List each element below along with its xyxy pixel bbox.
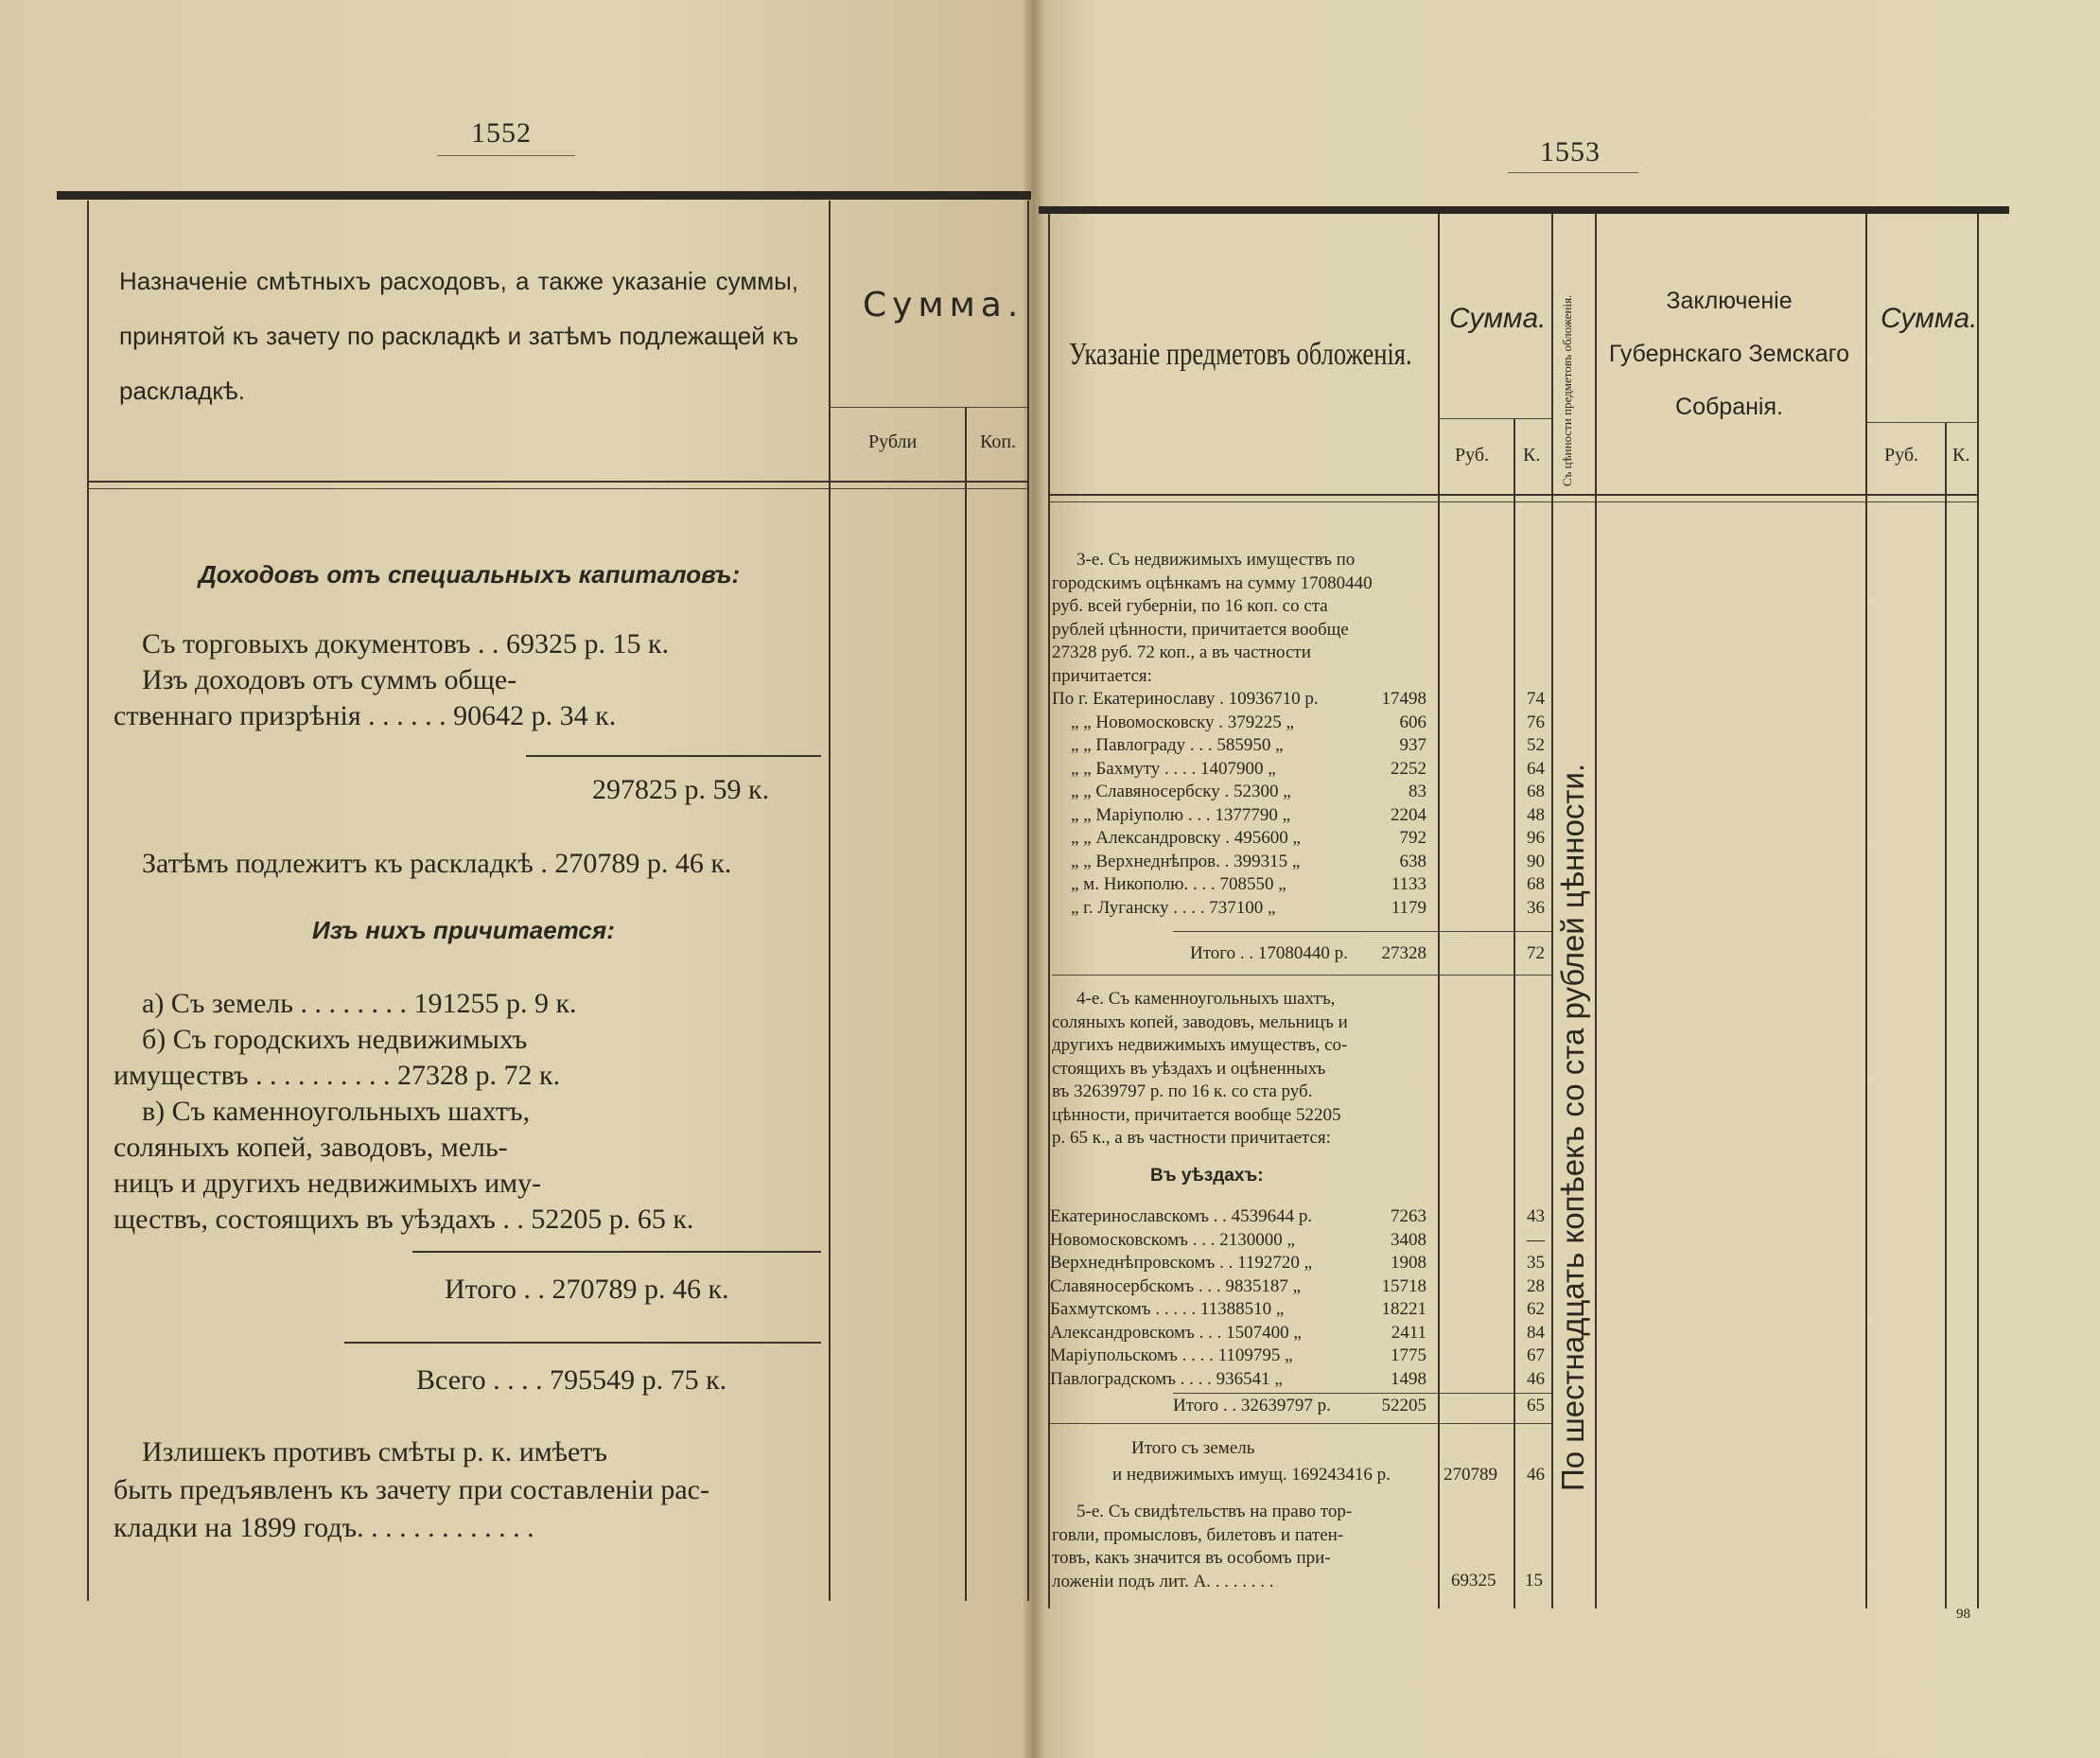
right-col-sep-6 [1945,422,1947,1609]
left-header-bottom [87,481,1027,483]
left-of-them-heading: Изъ нихъ причитается: [312,916,615,944]
right-uezds-table [1050,1205,1548,1391]
right-header-summa: Сумма. [1449,303,1547,334]
town-k: 64 [1527,758,1545,779]
left-vsego-rule [344,1342,821,1344]
uezd-rub: 1498 [1391,1368,1426,1389]
town-k: 68 [1527,782,1545,801]
town-row [1052,781,1548,804]
town-row [1052,827,1548,851]
uezds-after-rule [1050,1423,1551,1424]
town-rub: 638 [1399,851,1426,871]
left-to-raskladka: Затѣмъ подлежитъ къ раскладкѣ . 270789 р. 46 к. [142,848,732,879]
right-page-number-rule [1508,172,1638,173]
sec3-line: руб. всей губерніи, по 16 коп. со ста [1052,596,1328,616]
right-header-k-2: К. [1952,445,1970,466]
right-frame-right [1977,214,1979,1609]
towns-after-rule [1052,975,1551,976]
uezd-row [1050,1322,1548,1345]
town-name: „ „ Александровску . 495600 „ [1071,828,1301,848]
right-header-summa-2: Сумма. [1881,303,1978,334]
town-rub: 1179 [1391,897,1426,918]
uezd-name: Александровскомъ . . . 1507400 „ [1050,1322,1302,1343]
town-row [1052,688,1548,712]
sec3-line: 3-е. Съ недвижимыхъ имуществъ по [1076,550,1356,570]
right-header-rub: Руб. [1455,445,1490,466]
left-item-5: соляныхъ копей, заводовъ, мель- [114,1132,508,1163]
uezd-rub: 15718 [1381,1275,1426,1296]
grand-total-line-2: и недвижимыхъ имущ. 169243416 р. [1112,1465,1391,1485]
right-col-sep-2 [1514,418,1515,1609]
sec5-line: ложеніи подъ лит. А. . . . . . . . [1052,1571,1274,1591]
town-rub: 2204 [1391,804,1426,825]
uezd-rub: 2411 [1391,1322,1426,1343]
uezd-rub: 1908 [1391,1253,1426,1273]
sec4-line: другихъ недвижимыхъ имуществъ, со- [1052,1035,1348,1055]
sec4-line: р. 65 к., а въ частности причитается: [1052,1128,1331,1148]
right-header-subjects: Указаніе предметовъ обложенія. [1069,337,1412,372]
town-name: „ „ Павлограду . . . 585950 „ [1071,735,1284,755]
right-page-number: 1553 [1540,136,1601,167]
right-header-rate-col: Съ цѣнности предметовъ обложенія. [1560,294,1574,486]
left-summa-split-line [829,407,1027,408]
rate-note-vertical: По шестнадцать копѣекъ со ста рублей цѣнности. [1555,763,1590,1491]
uezd-k: 62 [1527,1299,1545,1319]
uezds-total-name: Итого . . 32639797 р. [1173,1396,1331,1415]
right-uezds-total [1050,1395,1548,1418]
left-header-summa: Сумма. [863,286,1024,325]
left-item-3: имуществъ . . . . . . . . . . 27328 р. 72 к. [114,1060,561,1091]
uezd-name: Новомосковскомъ . . . 2130000 „ [1050,1229,1295,1250]
left-itogo-rule [412,1251,821,1253]
right-col-sep-5 [1865,214,1867,1609]
left-col-sep-2 [965,407,967,1601]
uezd-row [1050,1275,1548,1299]
left-frame-right [1027,201,1029,1601]
left-item-7: ществъ, состоящихъ въ уѣздахъ . . 52205 р. 65 к. [114,1204,694,1235]
uezd-row [1050,1229,1548,1253]
towns-total-rub: 27328 [1381,943,1426,963]
left-page-number: 1552 [471,117,532,149]
signature-mark: 98 [1956,1607,1970,1622]
sec4-line: 4-е. Съ каменноугольныхъ шахтъ, [1076,989,1336,1009]
left-col-sep-1 [829,201,831,1601]
right-header-rub-2: Руб. [1884,445,1919,466]
town-k: 76 [1527,712,1545,732]
left-section-title: Доходовъ отъ специальныхъ капиталовъ: [199,560,741,589]
left-subtotal-rule [526,755,821,757]
grand-total-k: 46 [1527,1465,1545,1485]
uezds-total-rub: 52205 [1381,1396,1426,1415]
uezd-rub: 1775 [1391,1345,1426,1365]
left-line-2: Изъ доходовъ отъ суммъ обще- [142,664,517,695]
right-sec5-text [1052,1501,1430,1593]
uezd-name: Маріупольскомъ . . . . 1109795 „ [1050,1345,1293,1365]
town-name: „ м. Никополю. . . . 708550 „ [1071,874,1286,894]
town-rub: 1133 [1391,874,1426,894]
right-summa2-split-line [1865,422,1977,423]
uezd-rub: 3408 [1391,1229,1426,1250]
uezd-k: 46 [1527,1368,1545,1389]
left-footer-2: быть предъявленъ къ зачету при составленіи рас- [114,1474,709,1505]
uezd-row [1050,1252,1548,1275]
sec3-line: рублей цѣнности, причитается вообще [1052,619,1349,640]
right-header-conclusion: Заключеніе Губернскаго Земскаго Собранія. [1608,288,1850,420]
left-header-rubli: Рубли [868,431,918,452]
town-rub: 83 [1409,782,1426,801]
town-name: „ „ Верхнеднѣпров. . 399315 „ [1071,851,1301,871]
uezd-name: Бахмутскомъ . . . . . 11388510 „ [1050,1299,1285,1319]
sec5-k: 15 [1525,1571,1543,1591]
town-k: 36 [1527,897,1545,918]
uezd-k: 67 [1527,1345,1545,1365]
left-itogo: Итого . . 270789 р. 46 к. [445,1274,729,1305]
town-k: 96 [1527,828,1545,848]
town-rub: 792 [1399,828,1426,848]
uezds-total-rule [1173,1393,1551,1394]
towns-total-k: 72 [1527,943,1545,963]
sec3-line: причитается: [1052,665,1152,686]
right-top-rule [1039,206,2009,214]
sec4-line: соляныхъ копей, заводовъ, мельницъ и [1052,1011,1348,1032]
uezds-total-k: 65 [1527,1396,1545,1415]
town-name: „ г. Луганску . . . . 737100 „ [1071,897,1276,918]
town-rub: 17498 [1381,689,1426,709]
uezd-k: 28 [1527,1275,1545,1296]
uezd-k: 43 [1527,1206,1545,1226]
left-frame-left [87,201,89,1601]
town-k: 52 [1527,735,1545,755]
uezd-k: 84 [1527,1322,1545,1343]
uezd-name: Верхнеднѣпровскомъ . . 1192720 „ [1050,1253,1313,1273]
uezd-k: — [1527,1229,1545,1250]
left-item-6: ницъ и другихъ недвижимыхъ иму- [114,1168,542,1199]
sec3-line: 27328 руб. 72 коп., а въ частности [1052,642,1311,662]
uezd-row [1050,1205,1548,1229]
town-k: 68 [1527,874,1545,894]
right-sec3-text [1052,549,1430,688]
town-row [1052,897,1548,921]
sec5-line: говли, промысловъ, билетовъ и патен- [1052,1524,1344,1545]
town-rub: 606 [1399,712,1426,732]
left-footer-3: кладки на 1899 годъ. . . . . . . . . . . . . [114,1512,534,1543]
left-vsego: Всего . . . . 795549 р. 75 к. [416,1364,727,1396]
uezd-row [1050,1368,1548,1392]
sec3-line: городскимъ оцѣнкамъ на сумму 17080440 [1052,572,1373,593]
sec4-line: стоящихъ въ уѣздахъ и оцѣненныхъ [1052,1058,1326,1079]
town-row [1052,758,1548,782]
left-header-description: Назначеніе смѣтныхъ расходовъ, а также указаніе суммы, принятой къ зачету по раскладкѣ и затѣмъ подлежащей къ раскладкѣ. [119,267,798,405]
sec4-line: цѣнности, причитается вообще 52205 [1052,1104,1341,1125]
left-subtotal: 297825 р. 59 к. [592,774,770,805]
left-header-kop: Коп. [980,431,1017,452]
town-k: 74 [1527,689,1545,709]
town-k: 90 [1527,851,1545,871]
town-name: „ „ Бахмуту . . . . 1407900 „ [1071,758,1276,779]
towns-total-name: Итого . . 17080440 р. [1190,943,1348,963]
uezd-rub: 18221 [1381,1299,1426,1319]
right-header-bottom [1048,494,1977,496]
right-header-k: К. [1523,445,1541,466]
right-header-bottom-2 [1048,501,1977,502]
left-line-1: Съ торговыхъ документовъ . . 69325 р. 15 к. [142,628,670,659]
uezd-row [1050,1345,1548,1368]
town-row [1052,851,1548,874]
left-item-4: в) Съ каменноугольныхъ шахтъ, [142,1096,531,1127]
left-header-bottom-2 [87,488,1027,489]
uezd-name: Славяносербскомъ . . . 9835187 „ [1050,1275,1302,1296]
left-item-2: б) Съ городскихъ недвижимыхъ [142,1024,528,1055]
towns-total-rule [1173,931,1551,932]
right-sec4-text [1052,988,1430,1151]
town-rub: 2252 [1391,758,1426,779]
town-name: „ „ Новомосковску . 379225 „ [1071,712,1294,732]
sec4-line: въ 32639797 р. по 16 к. со ста руб. [1052,1081,1313,1101]
uezd-name: Екатеринославскомъ . . 4539644 р. [1050,1206,1313,1226]
uezd-heading: Въ уѣздахъ: [1150,1166,1264,1186]
town-row [1052,712,1548,735]
sec5-line: 5-е. Съ свидѣтельствъ на право тор- [1076,1502,1353,1521]
town-name: „ „ Маріуполю . . . 1377790 „ [1071,804,1290,825]
left-item-1: а) Съ земель . . . . . . . . 191255 р. 9 к. [142,988,577,1019]
right-summa-split-line [1438,418,1551,419]
left-footer-1: Излишекъ противъ смѣты р. к. имѣетъ [142,1436,607,1468]
sec5-rub: 69325 [1451,1571,1496,1591]
grand-total-rub: 270789 [1444,1465,1497,1485]
grand-total-line-1: Итого съ земель [1131,1438,1255,1458]
uezd-k: 35 [1527,1253,1545,1273]
town-name: „ „ Славяносербску . 52300 „ [1071,782,1291,801]
right-col-sep-4 [1595,214,1597,1609]
right-towns-table [1052,688,1548,920]
left-page-number-rule [437,155,575,156]
town-row [1052,804,1548,828]
uezd-rub: 7263 [1391,1206,1426,1226]
right-towns-total [1052,942,1548,966]
uezd-name: Павлоградскомъ . . . . 936541 „ [1050,1368,1283,1389]
left-line-3: ственнаго призрѣнія . . . . . . 90642 р. 34 к. [114,700,617,731]
town-name: По г. Екатеринославу . 10936710 р. [1052,689,1319,709]
town-row [1052,734,1548,758]
sec5-line: товъ, какъ значится въ особомъ при- [1052,1548,1331,1568]
town-row [1052,873,1548,897]
town-rub: 937 [1399,735,1426,755]
uezd-row [1050,1298,1548,1322]
town-k: 48 [1527,804,1545,825]
left-top-rule [57,191,1031,200]
